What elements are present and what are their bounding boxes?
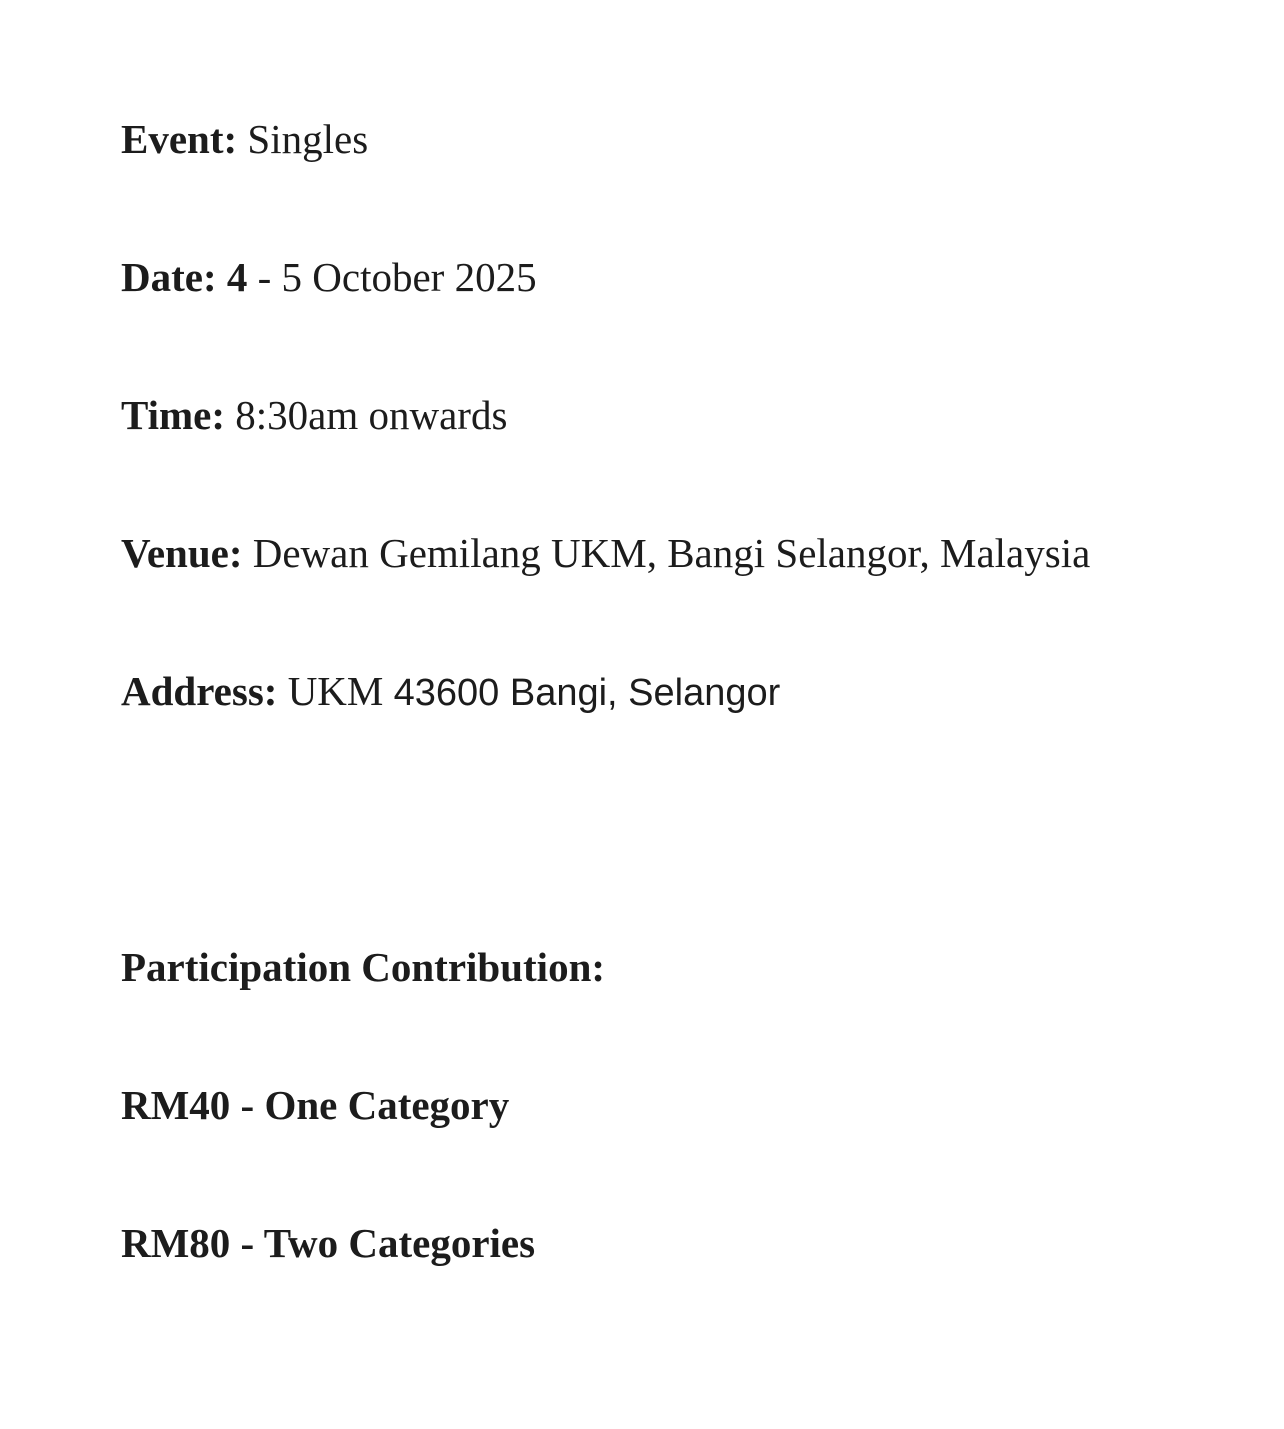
address-label: Address: [121,668,278,714]
date-value: - 5 October 2025 [257,254,537,300]
time-line [121,390,507,440]
date-line [121,252,537,302]
venue-line [121,528,1090,578]
date-start-day: 4 [226,254,248,300]
address-value: 43600 Bangi, Selangor [393,672,781,714]
event-value: Singles [247,116,369,162]
contribution-option: RM80 - Two Categories [121,1220,536,1266]
time-value: 8:30am onwards [235,392,508,438]
contribution-option: RM40 - One Category [121,1082,510,1128]
address-line [121,666,780,718]
time-label: Time: [121,392,226,438]
event-line [121,114,368,164]
event-label: Event: [121,116,238,162]
venue-label: Venue: [121,530,243,576]
date-label: Date: [121,254,217,300]
venue-value: Dewan Gemilang UKM, Bangi Selangor, Malaysia [252,530,1091,576]
contribution-heading: Participation Contribution: [121,944,606,990]
address-value-prefix: UKM [287,668,384,714]
